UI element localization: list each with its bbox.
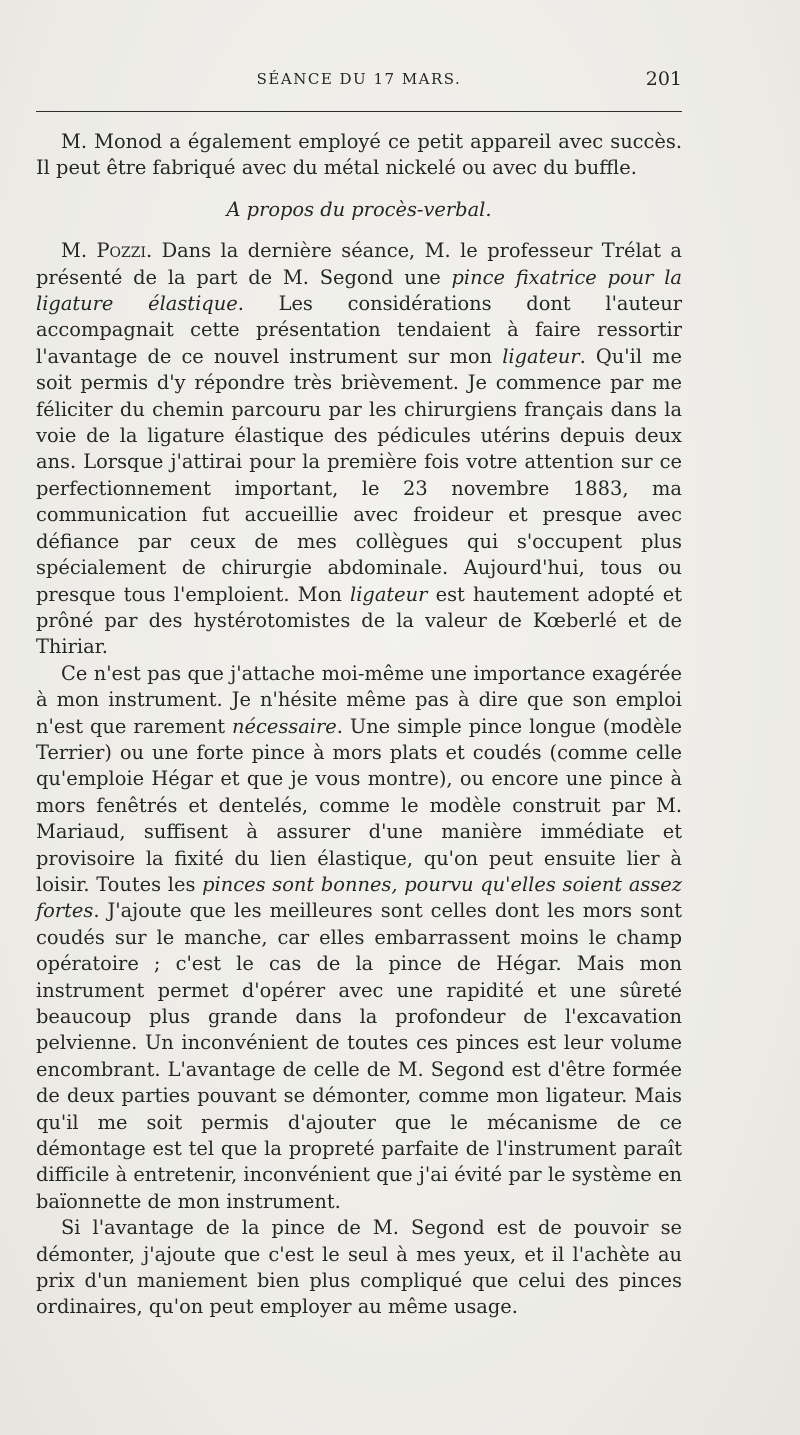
italic-run: ligateur bbox=[502, 344, 580, 368]
italic-run: pince fixatrice pour la ligature élastique bbox=[36, 265, 682, 316]
speaker-name: Pozzi bbox=[96, 239, 146, 263]
paragraph-segond: Si l'avantage de la pince de M. Segond est de pouvoir se démonter, j'ajoute que c'est le seul à mes yeux, et il l'achète au prix d'un maniement bien plus compliqué que celui des pinces ordinaires, qu'on peut employer au même usage. bbox=[36, 1216, 682, 1319]
text-run: Ce n'est pas que j'attache moi-même une importance exagérée à mon instrument. Je n'hésite même pas à dire que son emploi n'est que rarement bbox=[36, 661, 682, 738]
italic-run: pinces sont bonnes, pourvu qu'elles soient assez fortes bbox=[36, 872, 682, 923]
paragraph-pozzi bbox=[36, 238, 682, 661]
paragraph-monod: M. Monod a également employé ce petit appareil avec succès. Il peut être fabriqué avec du métal nickelé ou avec du buffle. bbox=[36, 130, 682, 180]
body-text bbox=[36, 129, 682, 1321]
text-run: . J'ajoute que les meilleures sont celles dont les mors sont coudés sur le manche, car elles embarrassent moins le champ opératoire ; c'est le cas de la pince de Hégar. Mais mon instrument permet d'opérer avec une rapidité et une sûreté beaucoup plus grande dans la profondeur de l'excavation pelvienne. Un inconvénient de toutes ces pinces est leur volume encombrant. L'avantage de celle de M. Segond est d'être formée de deux parties pouvant se démonter, comme mon ligateur. Mais qu'il me soit permis d'ajouter que le mécanisme de ce démontage est tel que la propreté parfaite de l'instrument paraît difficile à entretenir, inconvénient que j'ai évité par le système en baïonnette de mon instrument. bbox=[36, 899, 682, 1213]
page-number: 201 bbox=[645, 68, 682, 90]
italic-run: ligateur bbox=[350, 582, 428, 606]
running-head: SÉANCE DU 17 MARS. bbox=[256, 70, 462, 88]
section-title: A propos du procès-verbal. bbox=[226, 197, 492, 221]
page-header bbox=[36, 70, 682, 98]
header-rule bbox=[36, 111, 682, 112]
text-run: . Dans la dernière séance, M. le professeur Trélat a présenté de la part de M. Segond une bbox=[36, 239, 682, 289]
text-run: . Les considérations dont l'auteur accompagnait cette présentation tendaient à faire ressortir l'avantage de ce nouvel instrument sur mon bbox=[36, 292, 682, 368]
italic-run: nécessaire bbox=[232, 714, 337, 738]
paragraph-instrument bbox=[36, 661, 682, 1216]
text-run: est hautement adopté et prôné par des hystérotomistes de la valeur de Kœberlé et de Thiriar. bbox=[36, 582, 682, 659]
text-run: . Qu'il me soit permis d'y répondre très brièvement. Je commence par me féliciter du chemin parcouru par les chirurgiens français dans la voie de la ligature élastique des pédicules utérins depuis deux ans. Lorsque j'attirai pour la première fois votre attention sur ce perfectionnement important, le 23 novembre 1883, ma communication fut accueillie avec froideur et presque avec défiance par ceux de mes collègues qui s'occupent plus spécialement de chirurgie abdominale. Aujourd'hui, tous ou presque tous l'emploient. Mon bbox=[36, 344, 682, 606]
speaker-prefix: M. bbox=[61, 239, 88, 263]
text-run: . Une simple pince longue (modèle Terrier) ou une forte pince à mors plats et coudés (comme celle qu'emploie Hégar et que je vous montre), ou encore une pince à mors fenêtrés et dentelés, comme le modèle construit par M. Mariaud, suffisent à assurer d'une manière immédiate et provisoire la fixité du lien élastique, qu'on peut ensuite lier à loisir. Toutes les bbox=[36, 714, 682, 896]
